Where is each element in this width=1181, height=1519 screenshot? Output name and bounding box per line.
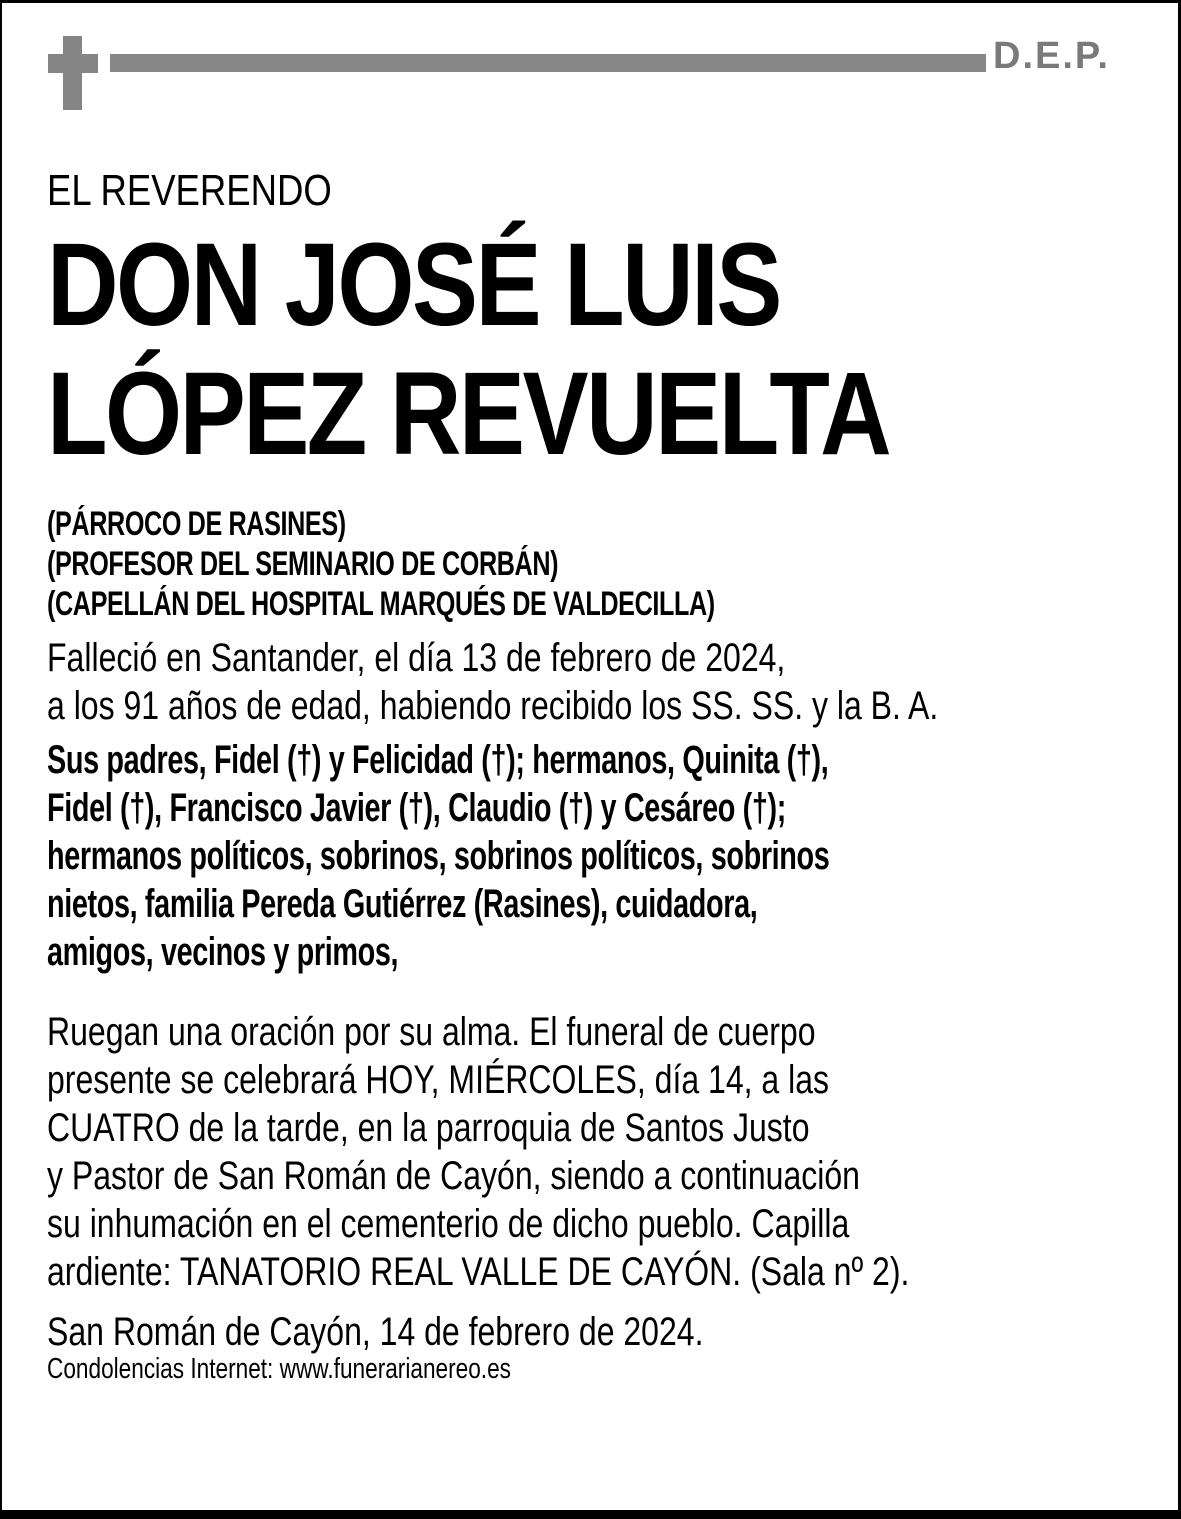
funeral-line-5: su inhumación en el cementerio de dicho pueblo. Capilla	[47, 1202, 850, 1246]
position-2: (PROFESOR DEL SEMINARIO DE CORBÁN)	[47, 545, 559, 583]
deceased-name-line-2: LÓPEZ REVUELTA	[47, 348, 890, 480]
cross-icon	[63, 36, 82, 110]
position-3: (CAPELLÁN DEL HOSPITAL MARQUÉS DE VALDECILLA)	[47, 585, 715, 623]
funeral-line-4: y Pastor de San Román de Cayón, siendo a continuación	[47, 1154, 860, 1198]
death-line-1: Falleció en Santander, el día 13 de febrero de 2024,	[47, 636, 786, 680]
deceased-name-line-1: DON JOSÉ LUIS	[47, 219, 780, 351]
family-line-3: hermanos políticos, sobrinos, sobrinos políticos, sobrinos	[47, 834, 830, 878]
death-line-2: a los 91 años de edad, habiendo recibido los SS. SS. y la B. A.	[47, 684, 939, 728]
funeral-line-2: presente se celebrará HOY, MIÉRCOLES, día 14, a las	[47, 1058, 830, 1102]
pretitle: EL REVERENDO	[47, 166, 332, 215]
position-1: (PÁRROCO DE RASINES)	[47, 505, 346, 543]
family-line-5: amigos, vecinos y primos,	[47, 930, 399, 974]
cross-icon-arm	[48, 54, 98, 73]
funeral-line-1: Ruegan una oración por su alma. El funeral de cuerpo	[47, 1010, 816, 1054]
condolences-link[interactable]: Condolencias Internet: www.funerarianereo.es	[47, 1353, 511, 1385]
family-line-1: Sus padres, Fidel (†) y Felicidad (†); hermanos, Quinita (†),	[47, 738, 829, 782]
family-line-2: Fidel (†), Francisco Javier (†), Claudio (†) y Cesáreo (†);	[47, 786, 786, 830]
header-rule	[110, 54, 986, 72]
family-line-4: nietos, familia Pereda Gutiérrez (Rasines), cuidadora,	[47, 882, 758, 926]
funeral-line-3: CUATRO de la tarde, en la parroquia de Santos Justo	[47, 1106, 810, 1150]
place-date: San Román de Cayón, 14 de febrero de 2024.	[47, 1310, 704, 1354]
funeral-line-6: ardiente: TANATORIO REAL VALLE DE CAYÓN. (Sala nº 2).	[47, 1250, 910, 1294]
dep-label: D.E.P.	[993, 35, 1110, 77]
